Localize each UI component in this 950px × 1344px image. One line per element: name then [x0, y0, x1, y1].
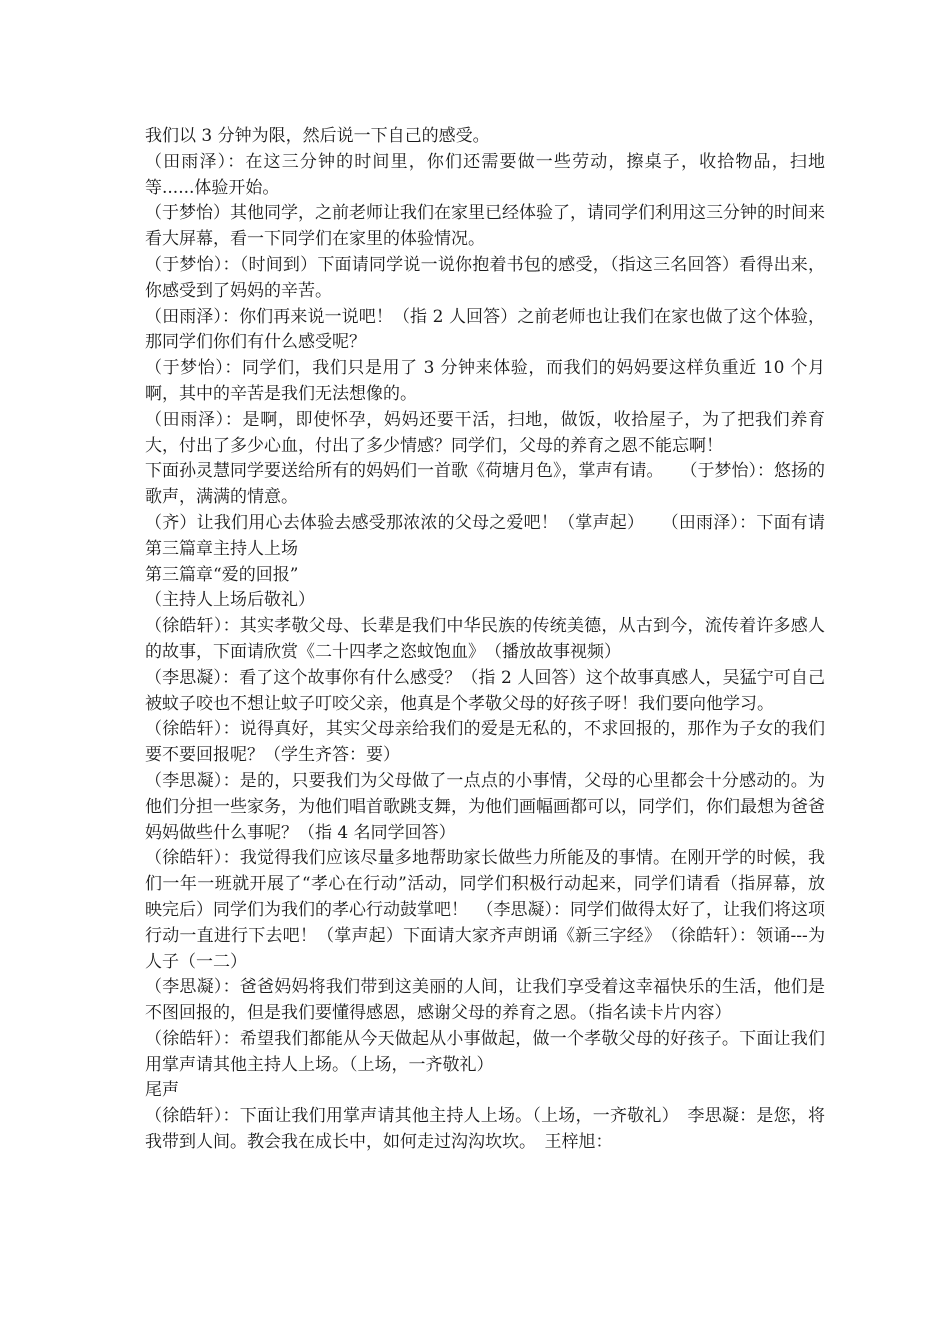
paragraph-11: （主持人上场后敬礼）	[145, 590, 315, 611]
paragraph-5: （田雨泽）：你们再来说一说吧！（指 2 人回答）之前老师也让我们在家也做了这个体验，那同学们你们有什么感受呢？	[145, 306, 825, 353]
paragraph-9: （齐）让我们用心去体验去感受那浓浓的父母之爱吧！（掌声起） （田雨泽）：下面有请第三篇章主持人上场	[145, 512, 825, 559]
paragraph-17: （李思凝）：爸爸妈妈将我们带到这美丽的人间，让我们享受着这幸福快乐的生活，他们是不图回报的，但是我们要懂得感恩，感谢父母的养育之恩。（指名读卡片内容）	[145, 977, 825, 1024]
section-heading: 第三篇章“爱的回报”	[145, 564, 299, 585]
paragraph-15: （李思凝）：是的，只要我们为父母做了一点点的小事情，父母的心里都会十分感动的。为他们分担一些家务，为他们唱首歌跳支舞，为他们画幅画都可以，同学们，你们最想为爸爸妈妈做些什么事呢？（指 4 名同学回答）	[145, 770, 825, 843]
paragraph-3: （于梦怡）其他同学，之前老师让我们在家里已经体验了，请同学们利用这三分钟的时间来看大屏幕，看一下同学们在家里的体验情况。	[145, 203, 825, 250]
paragraph-6: （于梦怡）：同学们，我们只是用了 3 分钟来体验，而我们的妈妈要这样负重近 10 个月啊，其中的辛苦是我们无法想像的。	[145, 358, 825, 404]
paragraph-8: 下面孙灵慧同学要送给所有的妈妈们一首歌《荷塘月色》，掌声有请。 （于梦怡）：悠扬的歌声，满满的情意。	[145, 461, 825, 508]
paragraph-20: （徐皓轩）：下面让我们用掌声请其他主持人上场。（上场，一齐敬礼） 李思凝：是您，将我带到人间。教会我在成长中，如何走过沟沟坎坎。 王梓旭：	[145, 1106, 825, 1153]
paragraph-14: （徐皓轩）：说得真好，其实父母亲给我们的爱是无私的，不求回报的，那作为子女的我们要不要回报呢？（学生齐答：要）	[145, 719, 825, 766]
paragraph-13: （李思凝）：看了这个故事你有什么感受？（指 2 人回答）这个故事真感人，吴猛宁可自己被蚊子咬也不想让蚊子叮咬父亲，他真是个孝敬父母的好孩子呀！我们要向他学习。	[145, 667, 825, 714]
paragraph-18: （徐皓轩）：希望我们都能从今天做起从小事做起，做一个孝敬父母的好孩子。下面让我们用掌声请其他主持人上场。（上场，一齐敬礼）	[145, 1028, 825, 1075]
paragraph-12: （徐皓轩）：其实孝敬父母、长辈是我们中华民族的传统美德，从古到今，流传着许多感人的故事，下面请欣赏《二十四孝之恣蚊饱血》 （播放故事视频）	[145, 616, 825, 662]
paragraph-16: （徐皓轩）：我觉得我们应该尽量多地帮助家长做些力所能及的事情。在刚开学的时候，我们一年一班就开展了“孝心在行动”活动，同学们积极行动起来，同学们请看（指屏幕，放映完后）同学们为我们的孝心行动鼓掌吧！ （李思凝）：同学们做得太好了，让我们将这项行动一直进行下去吧！（掌声起）下面请大家齐声朗诵《新三字经》 （徐皓轩）：领诵---为人子（一二）	[145, 848, 825, 972]
paragraph-7: （田雨泽）：是啊，即使怀孕，妈妈还要干活，扫地，做饭，收拾屋子，为了把我们养育大，付出了多少心血，付出了多少情感？同学们，父母的养育之恩不能忘啊！	[145, 409, 825, 456]
document-page	[145, 124, 825, 1156]
paragraph-1: 我们以 3 分钟为限，然后说一下自己的感受。	[145, 126, 490, 146]
paragraph-2: （田雨泽）：在这三分钟的时间里，你们还需要做一些劳动，擦桌子，收拾物品，扫地等......体验开始。	[145, 151, 825, 198]
paragraph-4: （于梦怡）：（时间到）下面请同学说一说你抱着书包的感受，（指这三名回答）看得出来，你感受到了妈妈的辛苦。	[145, 254, 825, 301]
epilogue-heading: 尾声	[145, 1080, 179, 1101]
